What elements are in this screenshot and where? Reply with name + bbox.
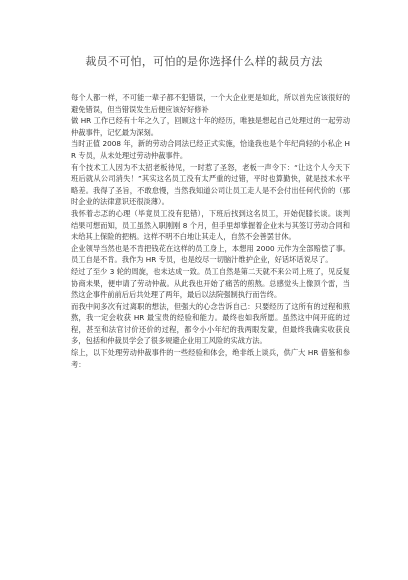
paragraph: 经过了至少 3 轮的周旋，也未达成一致。员工自然是第二天就不来公司上班了，见反复协商未果，便申请了劳动仲裁。从此我也开始了痛苦的煎熬。总感觉头上像顶个雷，当然这企事件前前后后共处理了两年，最后以法院强制执行而告终。 (71, 266, 350, 300)
paragraph: 而我中间多次有过离职的想法，但强大的心念告诉自己：只要经历了这所有的过程和煎熬，我一定会收获 HR 最宝贵的经验和能力。最终也如我所愿。虽然这中间开庭的过程，甚至和法官讨价还价的过程，都令小小年纪的我两眼发蒙，但最终我确实收获良多，包括和仲裁员学会了很多规避企业用工风险的实战方法。 (71, 301, 350, 346)
document-title: 裁员不可怕，可怕的是你选择什么样的裁员方法 (85, 55, 323, 68)
paragraph: 综上，以下处理劳动仲裁事件的一些经验和体会，绝非纸上谈兵，供广大 HR 借鉴和参考： (71, 348, 350, 369)
paragraph: 我怀着忐忑的心理（毕竟员工没有犯错），下班后找到这名员工，开始促膝长谈。谈判结果可想而知，员工虽然入职刚刚 8 个月，但手里却掌握着企业未与其签订劳动合同和未给其上保险的把柄。这样不明不白地让其走人，自然不会善罢甘休。 (71, 208, 350, 242)
paragraph: 企业领导当然也是不肯把钱花在这样的员工身上，本想用 2000 元作为全部赔偿了事。员工自是不肯。我作为 HR 专员，也是绞尽一切脑汁维护企业，好话坏话说尽了。 (71, 243, 350, 265)
document-body (71, 92, 350, 370)
paragraph: 当时正值 2008 年，新的劳动合同法已经正式实施，恰逢我也是个年纪尚轻的小私企 HR 专员，从未处理过劳动仲裁事件。 (71, 139, 350, 160)
paragraph: 有个技术工人因为不太招老板待见，一时惹了圣怒，老板一声令下：“让这个人今天下班后就从公司消失！”其实这名员工没有太严重的过错，平时也算勤快，就是技术水平略差。我得了圣旨，不敢怠慢，当然我知道公司让员工走人是不会付出任何代价的（那时企业的法律意识还很淡薄）。 (71, 162, 350, 207)
paragraph: 每个人都一样，不可能一辈子都不犯错误，一个大企业更是如此，所以首先应该很好的避免错误，但当错误发生后便应该好好修补 (71, 93, 350, 114)
paragraph: 做 HR 工作已经有十年之久了，回顾这十年的经历，唯独是想起自己处理过的一起劳动仲裁事件，记忆最为深刻。 (71, 116, 350, 137)
